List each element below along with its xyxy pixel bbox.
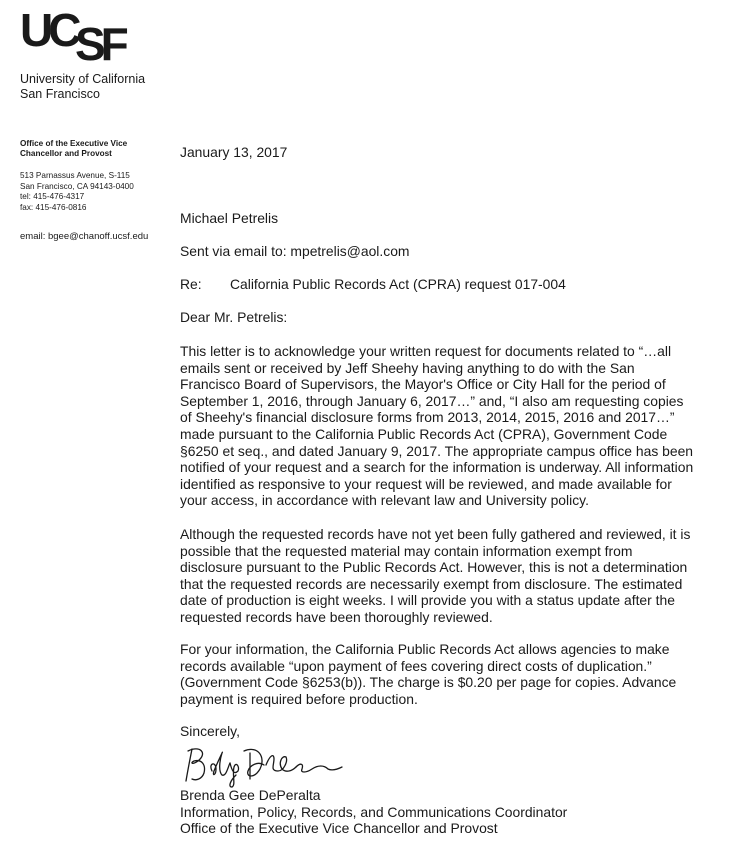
handwritten-signature bbox=[178, 741, 358, 791]
paragraph-line: payment is required before production. bbox=[180, 690, 418, 707]
paragraph-line: Although the requested records have not yet been fully gathered and reviewed, it is bbox=[180, 526, 691, 542]
paragraph-line: requested records have been thoroughly reviewed. bbox=[180, 608, 493, 625]
address-line-1: 513 Parnassus Avenue, S-115 bbox=[20, 171, 130, 180]
university-line-2: San Francisco bbox=[20, 87, 100, 101]
paragraph-line: emails sent or received by Jeff Sheehy having anything to do with the San bbox=[180, 359, 635, 376]
signer-title: Information, Policy, Records, and Communications Coordinator bbox=[180, 803, 568, 820]
office-title bbox=[20, 139, 160, 159]
office-line-1: Office of the Executive Vice bbox=[20, 139, 128, 148]
sent-via-line: Sent via email to: mpetrelis@aol.com bbox=[180, 243, 410, 259]
fax: fax: 415-476-0816 bbox=[20, 202, 87, 212]
subject-line bbox=[180, 276, 715, 293]
paragraph-line: (Government Code §6253(b)). The charge is $0.20 per page for copies. Advance bbox=[180, 674, 677, 691]
office-address bbox=[20, 171, 134, 213]
subject-text: California Public Records Act (CPRA) request 017-004 bbox=[230, 276, 566, 292]
paragraph-line: possible that the requested material may contain information exempt from bbox=[180, 542, 633, 559]
contact-email: email: bgee@chanoff.ucsf.edu bbox=[20, 231, 149, 242]
svg-text:SF: SF bbox=[75, 18, 124, 64]
paragraph-line: §6250 et seq., and dated January 9, 2017. The appropriate campus office has been bbox=[180, 442, 694, 459]
signer-office: Office of the Executive Vice Chancellor and Provost bbox=[180, 820, 498, 837]
paragraph-line: records available “upon payment of fees covering direct costs of duplication.” bbox=[180, 657, 652, 674]
paragraph-line: For your information, the California Public Records Act allows agencies to make bbox=[180, 641, 670, 657]
paragraph-line: notified of your request and a search for the information is underway. All information bbox=[180, 459, 694, 476]
signer-name: Brenda Gee DePeralta bbox=[180, 787, 321, 803]
letter-date: January 13, 2017 bbox=[180, 144, 288, 160]
svg-text:UC: UC bbox=[20, 6, 77, 56]
paragraph-fees bbox=[180, 641, 715, 707]
paragraph-line: that the requested records are necessarily exempt from disclosure. The estimated bbox=[180, 575, 683, 592]
salutation: Dear Mr. Petrelis: bbox=[180, 309, 288, 325]
paragraph-line: September 1, 2016, through January 6, 2017…” and, “I also am requesting copies bbox=[180, 392, 684, 409]
ucsf-logo-mark bbox=[20, 6, 130, 64]
paragraph-line: disclosure pursuant to the Public Records Act. However, this is not a determination bbox=[180, 559, 688, 576]
telephone: tel: 415-476-4317 bbox=[20, 192, 85, 201]
address-line-2: San Francisco, CA 94143-0400 bbox=[20, 181, 134, 191]
paragraph-line: of Sheehy's financial disclosure forms from 2013, 2014, 2015, 2016 and 2017…” bbox=[180, 409, 675, 426]
recipient-name: Michael Petrelis bbox=[180, 210, 279, 226]
signature-drawing bbox=[178, 741, 358, 791]
university-name bbox=[20, 72, 145, 102]
paragraph-line: your access, in accordance with relevant law and University policy. bbox=[180, 492, 589, 509]
paragraph-line: made pursuant to the California Public Records Act (CPRA), Government Code bbox=[180, 425, 668, 442]
paragraph-line: identified as responsive to your request will be reviewed, and made available for bbox=[180, 475, 672, 492]
signature-block bbox=[180, 787, 567, 837]
subject-label: Re: bbox=[180, 276, 202, 292]
ucsf-logo bbox=[20, 6, 130, 64]
paragraph-line: date of production is eight weeks. I will provide you with a status update after the bbox=[180, 592, 675, 609]
paragraph-line: Francisco Board of Supervisors, the Mayor's Office or City Hall for the period of bbox=[180, 376, 666, 393]
paragraph-line: This letter is to acknowledge your written request for documents related to “…all bbox=[180, 343, 672, 359]
office-line-2: Chancellor and Provost bbox=[20, 149, 112, 158]
university-line-1: University of California bbox=[20, 72, 146, 86]
closing: Sincerely, bbox=[180, 723, 240, 739]
paragraph-acknowledgement bbox=[180, 343, 715, 509]
paragraph-exemption-notice bbox=[180, 526, 715, 626]
